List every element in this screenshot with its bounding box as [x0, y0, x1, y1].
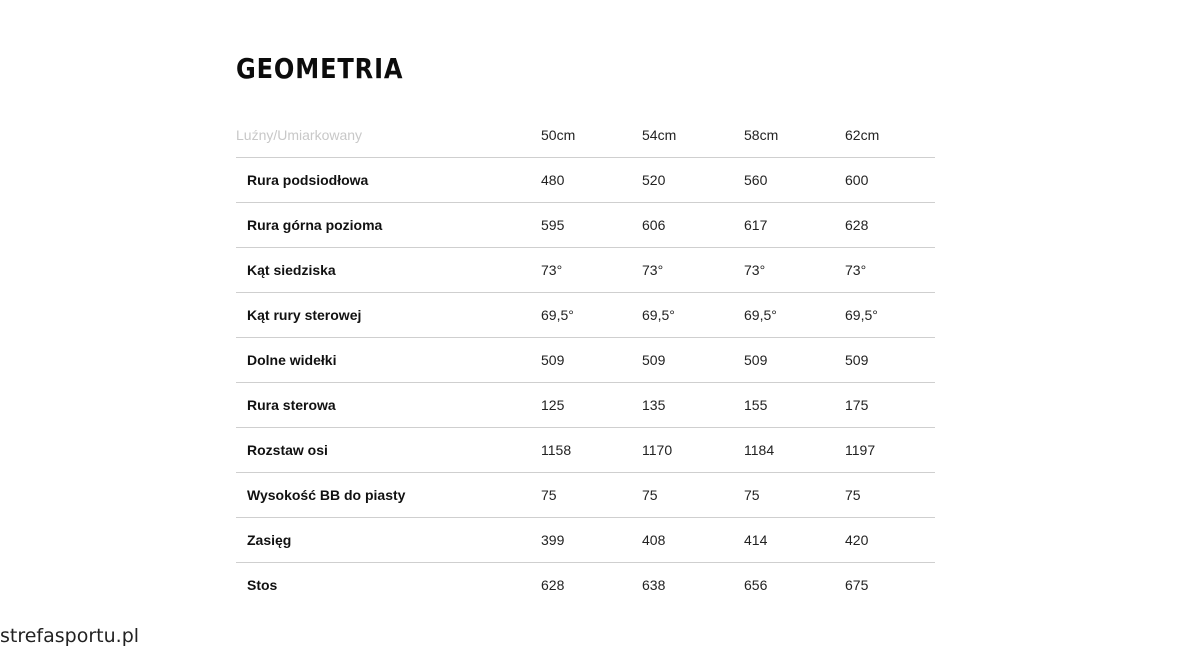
- size-header-54cm: 54cm: [642, 126, 677, 143]
- cell-value: 414: [744, 518, 845, 563]
- row-label: Stos: [236, 563, 541, 608]
- size-header-50cm: 50cm: [541, 126, 576, 143]
- size-header-62cm: 62cm: [845, 126, 880, 143]
- cell-value: 617: [744, 203, 845, 248]
- row-label: Rura podsiodłowa: [236, 158, 541, 203]
- cell-value: 420: [845, 518, 935, 563]
- row-label: Wysokość BB do piasty: [236, 473, 541, 518]
- cell-value: 600: [845, 158, 935, 203]
- cell-value: 75: [642, 473, 744, 518]
- cell-value: 135: [642, 383, 744, 428]
- row-label: Rura sterowa: [236, 383, 541, 428]
- table-row: [236, 203, 935, 248]
- cell-value: 1197: [845, 428, 935, 473]
- cell-value: 509: [642, 338, 744, 383]
- page-title: GEOMETRIA: [236, 52, 404, 85]
- table-row: [236, 248, 935, 293]
- table-row: [236, 383, 935, 428]
- cell-value: 1184: [744, 428, 845, 473]
- cell-value: 520: [642, 158, 744, 203]
- cell-value: 399: [541, 518, 642, 563]
- cell-value: 75: [845, 473, 935, 518]
- table-row: [236, 338, 935, 383]
- cell-value: 125: [541, 383, 642, 428]
- table-row: [236, 563, 935, 608]
- cell-value: 69,5°: [845, 293, 935, 338]
- row-label: Rozstaw osi: [236, 428, 541, 473]
- cell-value: 73°: [541, 248, 642, 293]
- cell-value: 675: [845, 563, 935, 608]
- cell-value: 73°: [744, 248, 845, 293]
- cell-value: 1170: [642, 428, 744, 473]
- cell-value: 75: [541, 473, 642, 518]
- cell-value: 73°: [845, 248, 935, 293]
- row-label: Zasięg: [236, 518, 541, 563]
- table-row: [236, 428, 935, 473]
- cell-value: 595: [541, 203, 642, 248]
- row-label: Dolne widełki: [236, 338, 541, 383]
- cell-value: 408: [642, 518, 744, 563]
- table-row: [236, 518, 935, 563]
- table-row: [236, 158, 935, 203]
- cell-value: 480: [541, 158, 642, 203]
- cell-value: 69,5°: [744, 293, 845, 338]
- cell-value: 73°: [642, 248, 744, 293]
- cell-value: 175: [845, 383, 935, 428]
- row-label: Kąt rury sterowej: [236, 293, 541, 338]
- cell-value: 656: [744, 563, 845, 608]
- fit-type-label: Luźny/Umiarkowany: [236, 126, 363, 143]
- cell-value: 69,5°: [541, 293, 642, 338]
- table-header-row: [236, 112, 935, 158]
- cell-value: 628: [845, 203, 935, 248]
- cell-value: 75: [744, 473, 845, 518]
- cell-value: 606: [642, 203, 744, 248]
- table-row: [236, 293, 935, 338]
- cell-value: 509: [541, 338, 642, 383]
- cell-value: 1158: [541, 428, 642, 473]
- cell-value: 155: [744, 383, 845, 428]
- cell-value: 509: [744, 338, 845, 383]
- table-row: [236, 473, 935, 518]
- row-label: Kąt siedziska: [236, 248, 541, 293]
- watermark-text: strefasportu.pl: [0, 625, 140, 647]
- cell-value: 628: [541, 563, 642, 608]
- cell-value: 638: [642, 563, 744, 608]
- cell-value: 560: [744, 158, 845, 203]
- row-label: Rura górna pozioma: [236, 203, 541, 248]
- geometry-table: [236, 112, 935, 607]
- size-header-58cm: 58cm: [744, 126, 779, 143]
- cell-value: 69,5°: [642, 293, 744, 338]
- cell-value: 509: [845, 338, 935, 383]
